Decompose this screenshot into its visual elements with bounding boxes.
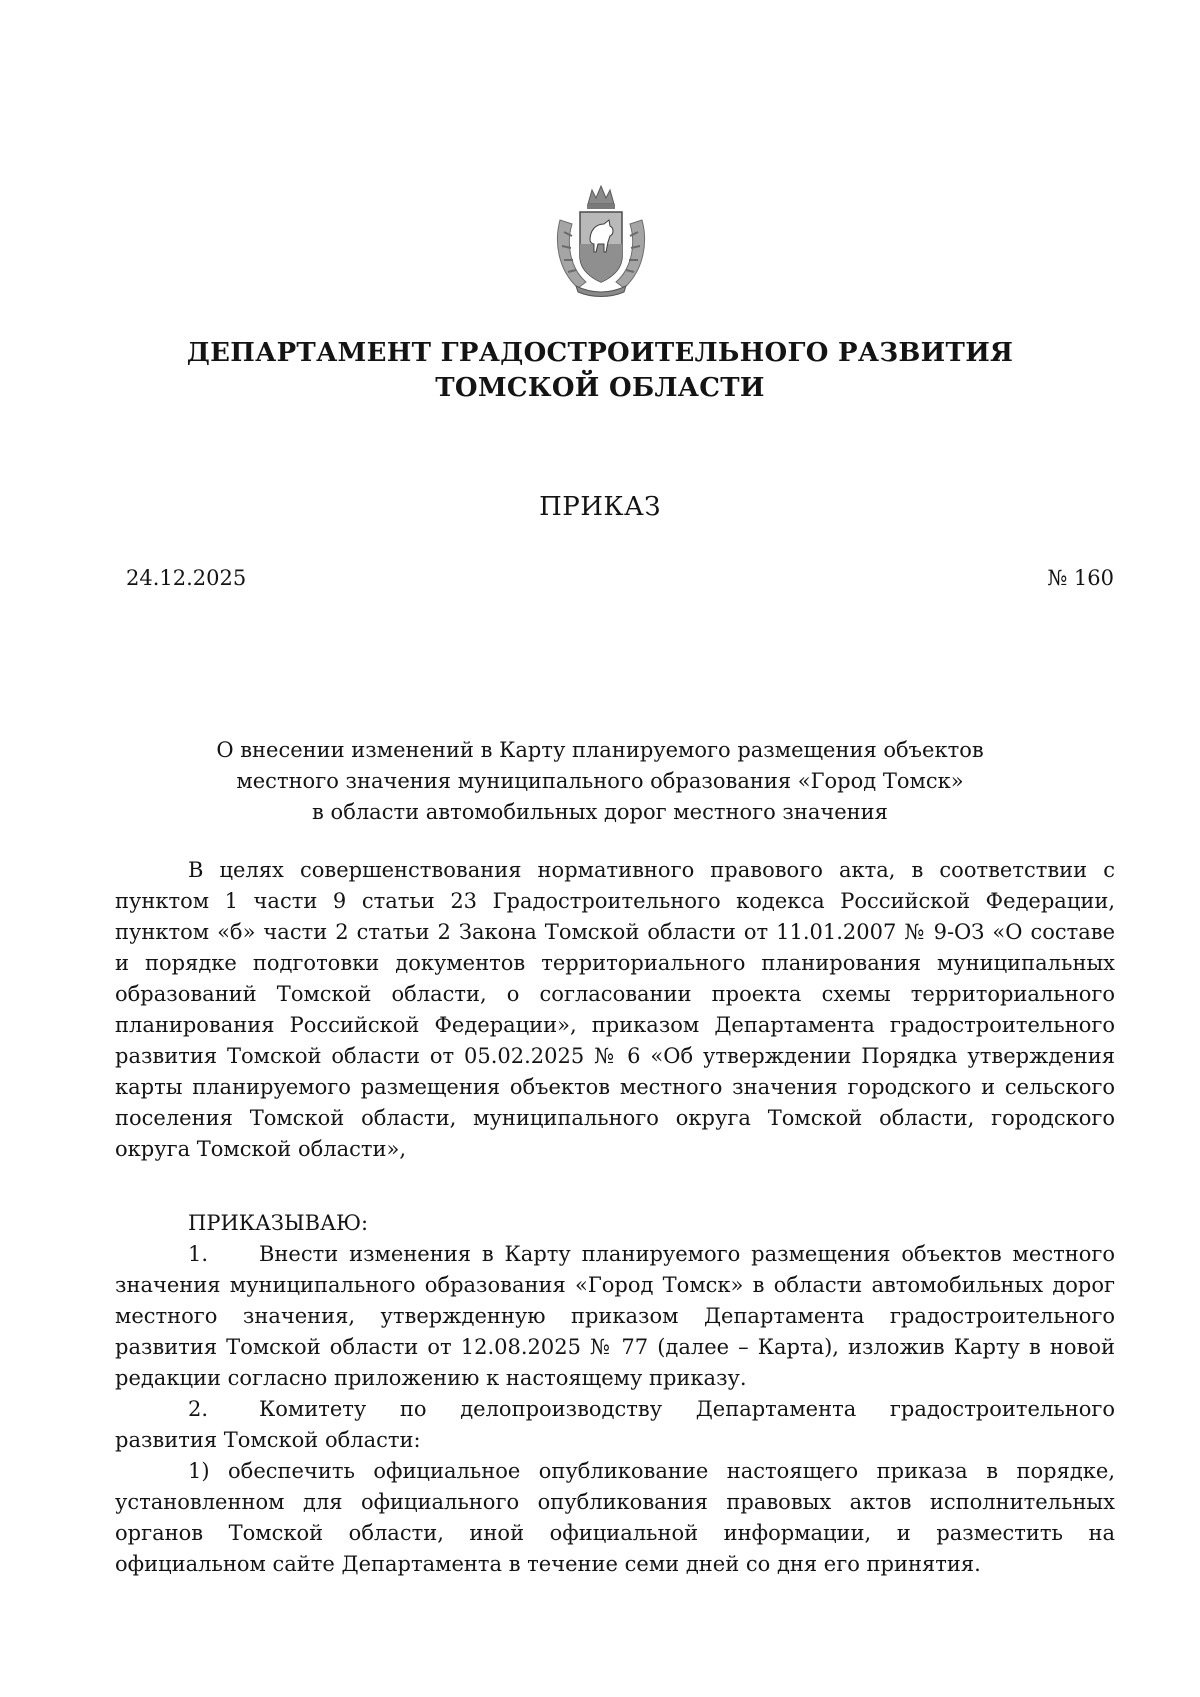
document-number: № 160 [1047, 566, 1114, 590]
subject-line: местного значения муниципального образования «Город Томск» [236, 769, 964, 793]
document-type-title: ПРИКАЗ [539, 492, 661, 522]
organization-name-line1: ДЕПАРТАМЕНТ ГРАДОСТРОИТЕЛЬНОГО РАЗВИТИЯ [186, 338, 1014, 368]
preamble-paragraph: В целях совершенствования нормативного правового акта, в соответствии с пунктом 1 части 9 статьи 23 Градостроительного кодекса Российской Федерации, пунктом «б» части 2 статьи 2 Закона Томской области от 11.01.2007 № 9-ОЗ «О составе и порядке подготовки документов территориального планирования муниципальных образований Томской области, о согласовании проекта схемы территориального планирования Российской Федерации», приказом Департамента градостроительного развития Томской области от 05.02.2025 № 6 «Об утверждении Порядка утверждения карты планируемого размещения объектов местного значения городского и сельского поселения Томской области, муниципального округа Томской области, городского округа Томской области», [115, 858, 1115, 1161]
order-item-1 [115, 1239, 1115, 1394]
item-text: Комитету по делопроизводству Департамента градостроительного развития Томской области: [115, 1397, 1115, 1452]
organization-name-line2: ТОМСКОЙ ОБЛАСТИ [435, 373, 765, 403]
item-text: Внести изменения в Карту планируемого размещения объектов местного значения муниципального образования «Город Томск» в области автомобильных дорог местного значения, утвержденную приказом Департамента градостроительного развития Томской области от 12.08.2025 № 77 (далее – Карта), изложив Карту в новой редакции согласно приложению к настоящему приказу. [115, 1242, 1115, 1390]
document-date: 24.12.2025 [126, 566, 247, 590]
item-number: 2. [188, 1397, 209, 1421]
order-item-2 [115, 1394, 1115, 1456]
order-subitem-1: 1) обеспечить официальное опубликование настоящего приказа в порядке, установленном для официального опубликования правовых актов исполнительных органов Томской области, иной официальной информации, и разместить на официальном сайте Департамента в течение семи дней со дня его принятия. [115, 1459, 1115, 1576]
subject-line: в области автомобильных дорог местного значения [312, 800, 888, 824]
subject-line: О внесении изменений в Карту планируемого размещения объектов [216, 738, 984, 762]
document-subject [180, 735, 1020, 828]
item-number: 1. [188, 1242, 209, 1266]
coat-of-arms-icon [552, 182, 650, 298]
order-word: ПРИКАЗЫВАЮ: [188, 1211, 369, 1235]
